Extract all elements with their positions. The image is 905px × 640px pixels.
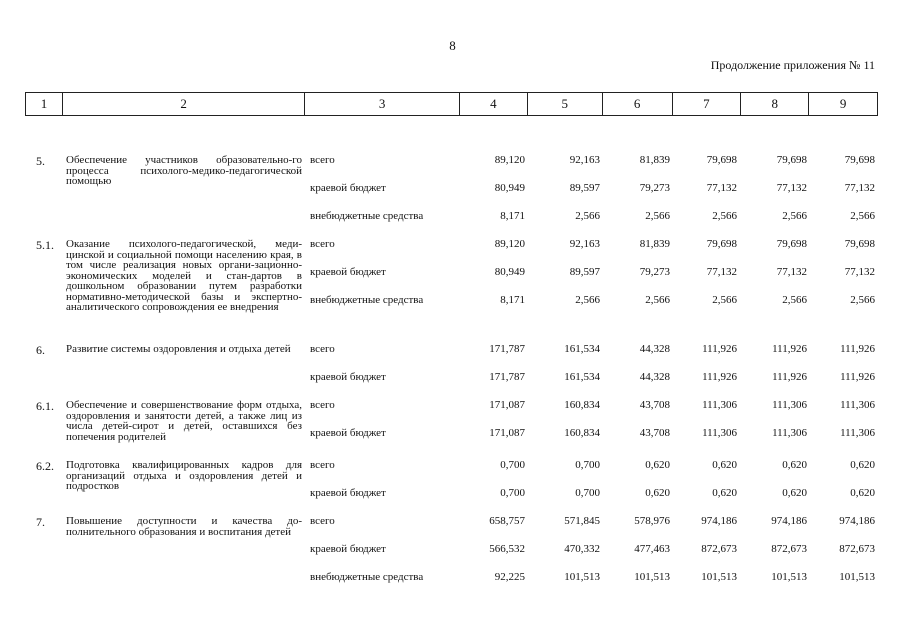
value-cell-col-6: 79,273 — [639, 266, 670, 278]
value-cell-col-9: 974,186 — [839, 515, 875, 527]
funding-line — [310, 182, 875, 196]
value-cell-col-8: 111,306 — [772, 427, 807, 439]
funding-line — [310, 571, 875, 585]
value-cell-col-7: 0,620 — [712, 487, 737, 499]
row-number: 5. — [36, 154, 45, 168]
value-cell-col-7: 111,306 — [702, 427, 737, 439]
value-cell-col-7: 79,698 — [706, 154, 737, 166]
value-cell-col-6: 81,839 — [639, 154, 670, 166]
row-number: 6.2. — [36, 459, 54, 473]
funding-source-label: всего — [310, 399, 335, 411]
value-cell-col-7: 111,306 — [702, 399, 737, 411]
funding-source-label: всего — [310, 343, 335, 355]
value-cell-col-7: 974,186 — [701, 515, 737, 527]
value-cell-col-4: 171,787 — [489, 343, 525, 355]
row-number: 7. — [36, 515, 45, 529]
value-cell-col-6: 43,708 — [639, 399, 670, 411]
funding-source-label: внебюджетные средства — [310, 571, 424, 583]
funding-line — [310, 210, 875, 224]
funding-source-label: внебюджетные средства — [310, 294, 424, 306]
header-cell-1: 1 — [26, 93, 63, 115]
value-cell-col-5: 571,845 — [564, 515, 600, 527]
value-cell-col-5: 92,163 — [569, 238, 600, 250]
value-cell-col-7: 2,566 — [712, 294, 737, 306]
value-cell-col-7: 2,566 — [712, 210, 737, 222]
value-cell-col-6: 44,328 — [639, 371, 670, 383]
value-cell-col-4: 171,787 — [489, 371, 525, 383]
value-cell-col-7: 77,132 — [706, 266, 737, 278]
header-cell-2: 2 — [63, 93, 305, 115]
value-cell-col-5: 101,513 — [564, 571, 600, 583]
value-cell-col-6: 79,273 — [639, 182, 670, 194]
value-cell-col-9: 111,306 — [840, 427, 875, 439]
funding-line — [310, 238, 875, 252]
value-cell-col-7: 79,698 — [706, 238, 737, 250]
value-cell-col-5: 2,566 — [575, 294, 600, 306]
value-cell-col-5: 470,332 — [564, 543, 600, 555]
funding-line — [310, 294, 875, 308]
row-description: Повышение доступности и качества до-полнительного образования и воспитания детей — [66, 515, 302, 538]
value-cell-col-6: 43,708 — [639, 427, 670, 439]
value-cell-col-6: 101,513 — [634, 571, 670, 583]
value-cell-col-8: 111,926 — [772, 343, 807, 355]
value-cell-col-4: 92,225 — [494, 571, 525, 583]
value-cell-col-4: 171,087 — [489, 427, 525, 439]
value-cell-col-9: 101,513 — [839, 571, 875, 583]
value-cell-col-8: 111,926 — [772, 371, 807, 383]
value-cell-col-6: 477,463 — [634, 543, 670, 555]
value-cell-col-8: 79,698 — [776, 238, 807, 250]
value-cell-col-9: 2,566 — [850, 210, 875, 222]
value-cell-col-8: 77,132 — [776, 266, 807, 278]
value-cell-col-4: 8,171 — [500, 294, 525, 306]
funding-line — [310, 543, 875, 557]
value-cell-col-5: 2,566 — [575, 210, 600, 222]
value-cell-col-6: 2,566 — [645, 294, 670, 306]
value-cell-col-8: 974,186 — [771, 515, 807, 527]
value-cell-col-9: 111,926 — [840, 371, 875, 383]
value-cell-col-8: 111,306 — [772, 399, 807, 411]
value-cell-col-8: 2,566 — [782, 294, 807, 306]
value-cell-col-4: 8,171 — [500, 210, 525, 222]
value-cell-col-6: 578,976 — [634, 515, 670, 527]
value-cell-col-7: 101,513 — [701, 571, 737, 583]
value-cell-col-9: 2,566 — [850, 294, 875, 306]
value-cell-col-9: 111,926 — [840, 343, 875, 355]
value-cell-col-5: 89,597 — [569, 266, 600, 278]
funding-source-label: краевой бюджет — [310, 371, 386, 383]
value-cell-col-7: 0,620 — [712, 459, 737, 471]
value-cell-col-8: 872,673 — [771, 543, 807, 555]
row-description: Обеспечение и совершенствование форм отдыха, оздоровления и занятости детей, а также лиц из числа детей-сирот и детей, оставшихся без попечения родителей — [66, 399, 302, 443]
value-cell-col-6: 0,620 — [645, 487, 670, 499]
value-cell-col-7: 77,132 — [706, 182, 737, 194]
page-number: 8 — [449, 38, 456, 53]
value-cell-col-7: 111,926 — [702, 371, 737, 383]
value-cell-col-8: 101,513 — [771, 571, 807, 583]
funding-line — [310, 487, 875, 501]
value-cell-col-4: 80,949 — [494, 266, 525, 278]
funding-source-label: всего — [310, 154, 335, 166]
funding-line — [310, 515, 875, 529]
row-description: Развитие системы оздоровления и отдыха детей — [66, 343, 291, 355]
funding-line — [310, 266, 875, 280]
value-cell-col-4: 658,757 — [489, 515, 525, 527]
value-cell-col-4: 89,120 — [494, 154, 525, 166]
value-cell-col-9: 872,673 — [839, 543, 875, 555]
row-description: Оказание психолого-педагогической, меди-цинской и социальной помощи населению края, в том числе реализация новых органи-зационно-экономических моделей и стан-дартов в дошкольном образовании путем разработки нормативно-методической базы и экспертно-аналитического сопровождения ее внедрения — [66, 238, 302, 313]
value-cell-col-7: 111,926 — [702, 343, 737, 355]
funding-source-label: всего — [310, 459, 335, 471]
value-cell-col-8: 79,698 — [776, 154, 807, 166]
value-cell-col-6: 81,839 — [639, 238, 670, 250]
header-cell-7: 7 — [673, 93, 742, 115]
value-cell-col-4: 0,700 — [500, 487, 525, 499]
value-cell-col-6: 44,328 — [639, 343, 670, 355]
funding-source-label: краевой бюджет — [310, 427, 386, 439]
value-cell-col-9: 79,698 — [844, 154, 875, 166]
value-cell-col-5: 0,700 — [575, 459, 600, 471]
funding-source-label: краевой бюджет — [310, 487, 386, 499]
value-cell-col-5: 92,163 — [569, 154, 600, 166]
value-cell-col-9: 0,620 — [850, 459, 875, 471]
value-cell-col-6: 0,620 — [645, 459, 670, 471]
funding-line — [310, 427, 875, 441]
funding-source-label: краевой бюджет — [310, 182, 386, 194]
value-cell-col-5: 160,834 — [564, 427, 600, 439]
value-cell-col-7: 872,673 — [701, 543, 737, 555]
value-cell-col-5: 89,597 — [569, 182, 600, 194]
funding-line — [310, 399, 875, 413]
funding-source-label: внебюджетные средства — [310, 210, 424, 222]
row-description: Обеспечение участников образовательно-го процесса психолого-медико-педагогической помощью — [66, 154, 302, 187]
funding-source-label: краевой бюджет — [310, 266, 386, 278]
value-cell-col-5: 160,834 — [564, 399, 600, 411]
value-cell-col-6: 2,566 — [645, 210, 670, 222]
value-cell-col-8: 0,620 — [782, 487, 807, 499]
value-cell-col-8: 2,566 — [782, 210, 807, 222]
header-cell-3: 3 — [305, 93, 460, 115]
funding-line — [310, 154, 875, 168]
value-cell-col-4: 89,120 — [494, 238, 525, 250]
row-number: 5.1. — [36, 238, 54, 252]
value-cell-col-4: 566,532 — [489, 543, 525, 555]
value-cell-col-4: 0,700 — [500, 459, 525, 471]
funding-source-label: всего — [310, 238, 335, 250]
funding-line — [310, 459, 875, 473]
funding-source-label: краевой бюджет — [310, 543, 386, 555]
value-cell-col-5: 161,534 — [564, 371, 600, 383]
value-cell-col-4: 171,087 — [489, 399, 525, 411]
value-cell-col-4: 80,949 — [494, 182, 525, 194]
row-number: 6. — [36, 343, 45, 357]
funding-source-label: всего — [310, 515, 335, 527]
value-cell-col-8: 0,620 — [782, 459, 807, 471]
value-cell-col-9: 79,698 — [844, 238, 875, 250]
value-cell-col-9: 77,132 — [844, 182, 875, 194]
value-cell-col-5: 161,534 — [564, 343, 600, 355]
row-number: 6.1. — [36, 399, 54, 413]
continuation-note: Продолжение приложения № 11 — [710, 58, 875, 72]
funding-line — [310, 371, 875, 385]
value-cell-col-5: 0,700 — [575, 487, 600, 499]
funding-line — [310, 343, 875, 357]
header-cell-9: 9 — [839, 96, 847, 111]
row-description: Подготовка квалифицированных кадров для организаций отдыха и оздоровления детей и подростков — [66, 459, 302, 492]
value-cell-col-9: 0,620 — [850, 487, 875, 499]
value-cell-col-8: 77,132 — [776, 182, 807, 194]
value-cell-col-9: 77,132 — [844, 266, 875, 278]
header-cell-6: 6 — [603, 93, 673, 115]
header-cell-5: 5 — [528, 93, 603, 115]
header-cell-4: 4 — [460, 93, 528, 115]
header-cell-8: 8 — [741, 93, 809, 115]
value-cell-col-9: 111,306 — [840, 399, 875, 411]
